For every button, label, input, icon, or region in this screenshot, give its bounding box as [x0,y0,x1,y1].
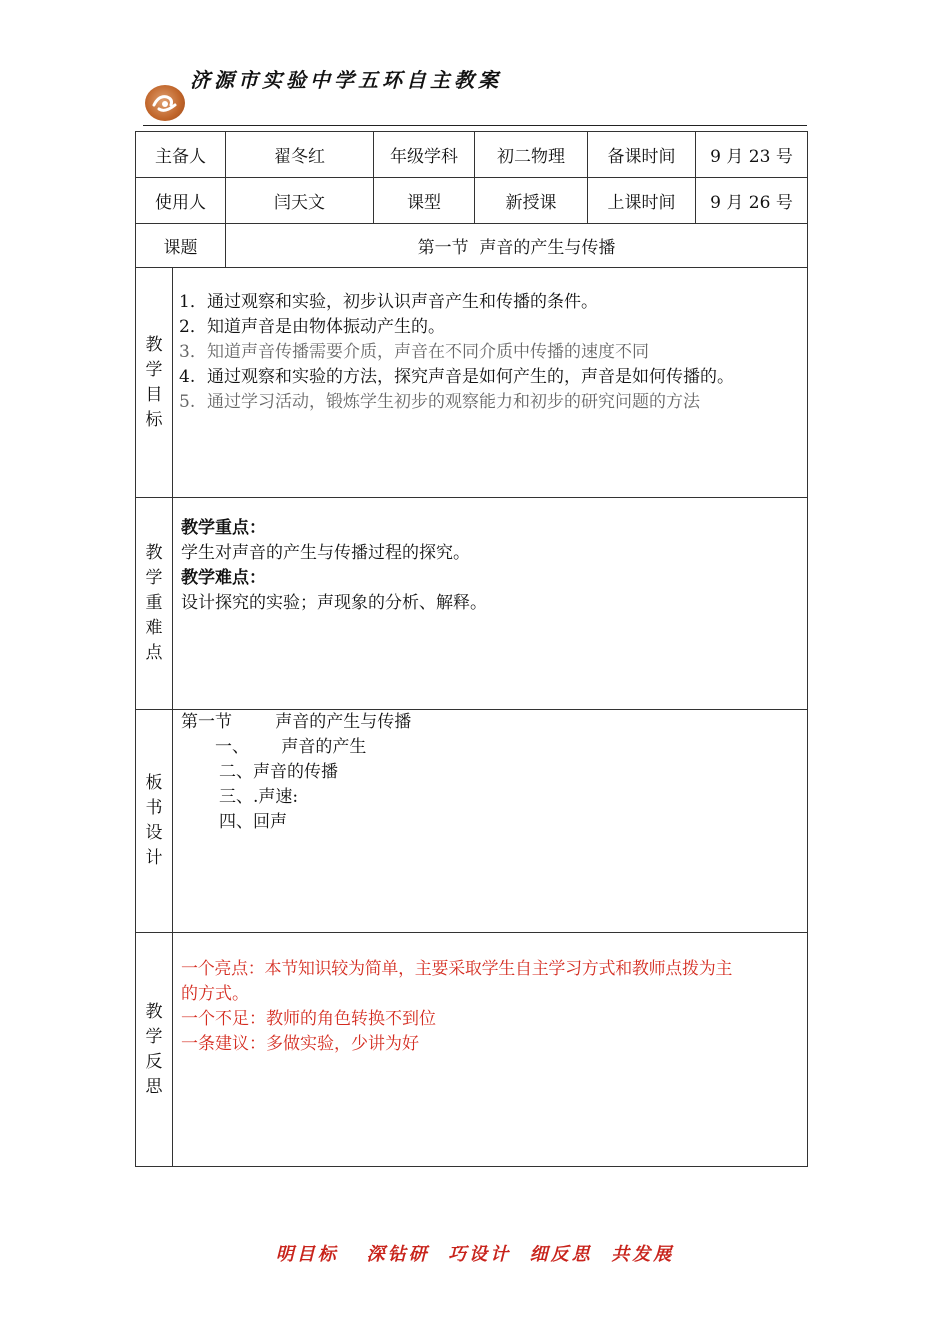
key-points-row [136,498,808,710]
reflection-line: 一个不足：教师的角色转换不到位 [181,1009,436,1029]
grade-subject-value: 初二物理 [475,132,588,178]
prep-time-value: 9 月 23 号 [696,132,808,178]
reflection-line: 一个亮点：本节知识较为简单，主要采取学生自主学习方式和教师点拨为主 [181,959,733,979]
user-value: 闫天文 [226,178,374,224]
focus-text: 学生对声音的产生与传播过程的探究。 [181,543,470,563]
class-time-label: 上课时间 [588,178,696,224]
preparer-value: 翟冬红 [226,132,374,178]
logo-emblem-icon [145,85,185,121]
goal-item: 3．知道声音传播需要介质，声音在不同介质中传播的速度不同 [179,342,649,362]
board-label: 板 书 设 计 [136,710,173,933]
lesson-plan-table [135,131,808,1167]
goal-item: 4. 通过观察和实验的方法，探究声音是如何产生的，声音是如何传播的。 [179,367,734,387]
reflection-label: 教 学 反 思 [136,933,173,1167]
footer-motto: 明目标 深钻研 巧设计 细反思 共发展 [275,1244,675,1265]
goal-item: 1．通过观察和实验，初步认识声音产生和传播的条件。 [179,292,598,312]
reflection-line: 的方式。 [181,984,249,1004]
goals-row [136,268,808,498]
user-label: 使用人 [136,178,226,224]
topic-row [136,224,808,268]
difficulty-title: 教学难点： [181,568,266,588]
reflection-row [136,933,808,1167]
school-title: 济源市实验中学五环自主教案 [190,68,502,92]
class-time-value: 9 月 26 号 [696,178,808,224]
preparer-label: 主备人 [136,132,226,178]
prep-time-label: 备课时间 [588,132,696,178]
difficulty-text: 设计探究的实验；声现象的分析、解释。 [181,593,487,613]
board-line: 二、声音的传播 [219,762,338,782]
board-row [136,710,808,933]
lesson-type-label: 课型 [374,178,475,224]
key-points-content [173,498,808,710]
goal-item: 2．知道声音是由物体振动产生的。 [179,317,445,337]
board-content [173,710,808,933]
goals-label: 教 学 目 标 [136,268,173,498]
board-line: 四、回声 [219,812,287,832]
grade-subject-label: 年级学科 [374,132,475,178]
board-line: 三、.声速: [219,787,299,807]
board-line: 第一节 声音的产生与传播 [181,712,412,732]
school-logo [145,85,185,121]
info-row-2 [136,178,808,224]
header-rule [143,125,807,126]
board-line: 一、 声音的产生 [215,737,367,757]
topic-value: 第一节 声音的产生与传播 [226,224,808,268]
goal-item: 5. 通过学习活动，锻炼学生初步的观察能力和初步的研究问题的方法 [179,392,700,412]
reflection-content [173,933,808,1167]
topic-label: 课题 [136,224,226,268]
reflection-line: 一条建议：多做实验，少讲为好 [181,1034,419,1054]
info-row-1 [136,132,808,178]
focus-title: 教学重点： [181,518,266,538]
lesson-type-value: 新授课 [475,178,588,224]
goals-content [173,268,808,498]
key-points-label: 教 学 重 难 点 [136,498,173,710]
